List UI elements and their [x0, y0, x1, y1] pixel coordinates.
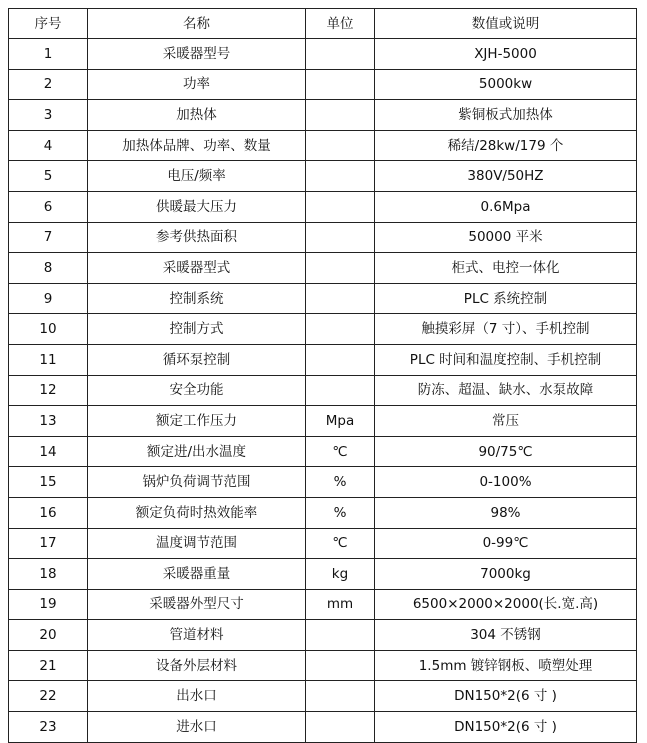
row-value: 304 不锈钢 [375, 620, 637, 651]
table-row [9, 650, 637, 681]
row-name: 采暖器型式 [88, 253, 306, 284]
row-name: 电压/频率 [88, 161, 306, 192]
row-value: DN150*2(6 寸 ) [375, 681, 637, 712]
table-row [9, 497, 637, 528]
table-row [9, 559, 637, 590]
row-index: 5 [9, 161, 88, 192]
row-index: 20 [9, 620, 88, 651]
row-index: 19 [9, 589, 88, 620]
row-value: PLC 时间和温度控制、手机控制 [375, 344, 637, 375]
header-index: 序号 [9, 9, 88, 39]
row-index: 16 [9, 497, 88, 528]
row-name: 设备外层材料 [88, 650, 306, 681]
row-name: 管道材料 [88, 620, 306, 651]
row-name: 控制方式 [88, 314, 306, 345]
header-value: 数值或说明 [375, 9, 637, 39]
row-value: 7000kg [375, 559, 637, 590]
row-value: 5000kw [375, 69, 637, 100]
row-unit [306, 650, 375, 681]
row-unit [306, 253, 375, 284]
table-row [9, 161, 637, 192]
row-value: 50000 平米 [375, 222, 637, 253]
row-value: 6500×2000×2000(长.宽.高) [375, 589, 637, 620]
row-unit [306, 191, 375, 222]
row-name: 供暖最大压力 [88, 191, 306, 222]
row-name: 控制系统 [88, 283, 306, 314]
row-name: 出水口 [88, 681, 306, 712]
row-index: 7 [9, 222, 88, 253]
row-name: 功率 [88, 69, 306, 100]
table-row [9, 314, 637, 345]
row-unit: mm [306, 589, 375, 620]
table-row [9, 406, 637, 437]
row-index: 13 [9, 406, 88, 437]
row-value: 防冻、超温、缺水、水泵故障 [375, 375, 637, 406]
row-unit [306, 222, 375, 253]
row-name: 安全功能 [88, 375, 306, 406]
row-index: 17 [9, 528, 88, 559]
row-name: 加热体 [88, 100, 306, 131]
row-unit [306, 130, 375, 161]
row-unit [306, 314, 375, 345]
row-unit: kg [306, 559, 375, 590]
row-unit [306, 712, 375, 743]
row-unit [306, 344, 375, 375]
row-index: 4 [9, 130, 88, 161]
row-index: 2 [9, 69, 88, 100]
row-unit: ℃ [306, 436, 375, 467]
table-row [9, 467, 637, 498]
table-row [9, 620, 637, 651]
row-unit: % [306, 497, 375, 528]
row-index: 18 [9, 559, 88, 590]
table-body [9, 39, 637, 743]
row-name: 额定工作压力 [88, 406, 306, 437]
row-index: 12 [9, 375, 88, 406]
row-value: 稀结/28kw/179 个 [375, 130, 637, 161]
table-row [9, 375, 637, 406]
row-name: 额定负荷时热效能率 [88, 497, 306, 528]
row-value: 0-100% [375, 467, 637, 498]
row-index: 14 [9, 436, 88, 467]
row-name: 额定进/出水温度 [88, 436, 306, 467]
row-index: 10 [9, 314, 88, 345]
row-unit [306, 681, 375, 712]
row-index: 15 [9, 467, 88, 498]
row-unit [306, 39, 375, 70]
table-row [9, 69, 637, 100]
table-row [9, 253, 637, 284]
row-value: 0.6Mpa [375, 191, 637, 222]
row-name: 进水口 [88, 712, 306, 743]
table-row [9, 283, 637, 314]
table-row [9, 100, 637, 131]
row-unit: Mpa [306, 406, 375, 437]
row-value: 380V/50HZ [375, 161, 637, 192]
row-value: XJH-5000 [375, 39, 637, 70]
row-name: 采暖器型号 [88, 39, 306, 70]
row-value: 常压 [375, 406, 637, 437]
row-index: 22 [9, 681, 88, 712]
row-value: 柜式、电控一体化 [375, 253, 637, 284]
table-header-row [9, 9, 637, 39]
header-name: 名称 [88, 9, 306, 39]
table-row [9, 191, 637, 222]
row-value: DN150*2(6 寸 ) [375, 712, 637, 743]
row-value: 0-99℃ [375, 528, 637, 559]
table-row [9, 130, 637, 161]
row-index: 11 [9, 344, 88, 375]
table-row [9, 681, 637, 712]
row-index: 9 [9, 283, 88, 314]
row-index: 21 [9, 650, 88, 681]
table-row [9, 589, 637, 620]
row-index: 8 [9, 253, 88, 284]
row-name: 锅炉负荷调节范围 [88, 467, 306, 498]
row-name: 参考供热面积 [88, 222, 306, 253]
table-row [9, 39, 637, 70]
row-unit [306, 161, 375, 192]
row-index: 1 [9, 39, 88, 70]
row-index: 3 [9, 100, 88, 131]
row-value: 触摸彩屏（7 寸）、手机控制 [375, 314, 637, 345]
row-name: 采暖器外型尺寸 [88, 589, 306, 620]
row-value: PLC 系统控制 [375, 283, 637, 314]
spec-table [8, 8, 637, 743]
row-value: 98% [375, 497, 637, 528]
row-name: 循环泵控制 [88, 344, 306, 375]
table-row [9, 222, 637, 253]
table-row [9, 528, 637, 559]
row-value: 1.5mm 镀锌钢板、喷塑处理 [375, 650, 637, 681]
row-index: 23 [9, 712, 88, 743]
row-index: 6 [9, 191, 88, 222]
row-value: 紫铜板式加热体 [375, 100, 637, 131]
row-value: 90/75℃ [375, 436, 637, 467]
row-name: 采暖器重量 [88, 559, 306, 590]
table-row [9, 344, 637, 375]
row-name: 加热体品牌、功率、数量 [88, 130, 306, 161]
row-name: 温度调节范围 [88, 528, 306, 559]
row-unit [306, 620, 375, 651]
header-unit: 单位 [306, 9, 375, 39]
row-unit [306, 283, 375, 314]
row-unit [306, 69, 375, 100]
row-unit: ℃ [306, 528, 375, 559]
row-unit [306, 100, 375, 131]
row-unit: % [306, 467, 375, 498]
table-row [9, 712, 637, 743]
table-row [9, 436, 637, 467]
row-unit [306, 375, 375, 406]
